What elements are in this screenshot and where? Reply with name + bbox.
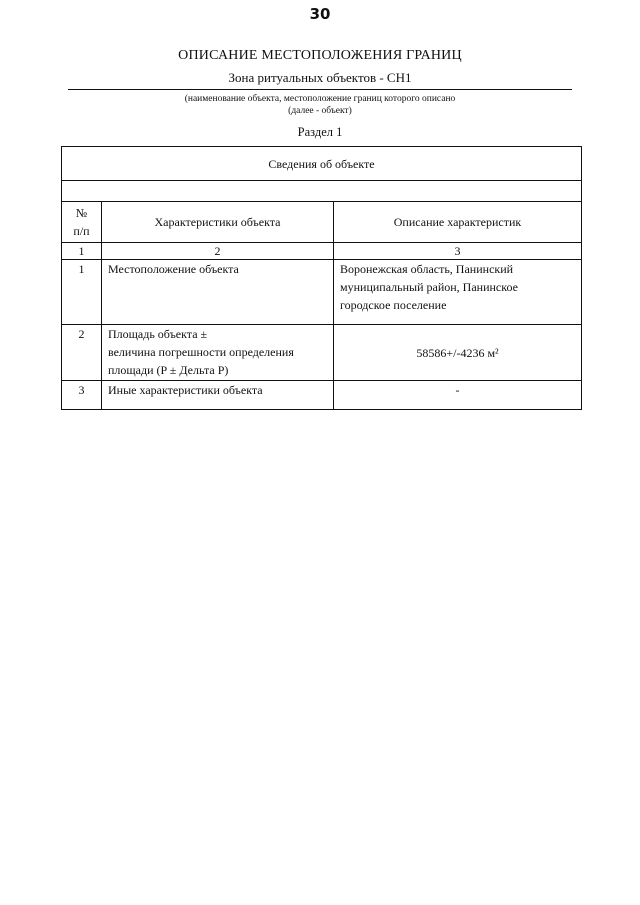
caption-line-1: (наименование объекта, местоположение границ которого описано [184,94,456,104]
col-number-label: № [75,206,88,220]
table-row [62,260,582,325]
row-description: 58586+/-4236 м² [334,325,582,381]
section-heading: Раздел 1 [297,125,343,139]
title-underline [68,89,572,90]
characteristic-line: площади (P ± Дельта P) [108,363,229,377]
column-index-row [62,243,582,260]
row-description: - [334,381,582,410]
characteristic-line: величина погрешности определения [108,345,294,359]
col-index-2: 2 [102,243,334,260]
table-row [62,325,582,381]
description-line: Воронежская область, Панинский [340,262,514,276]
col-description-header: Описание характеристик [334,202,582,243]
row-characteristic: Иные характеристики объекта [102,381,334,410]
col-characteristics-header: Характеристики объекта [102,202,334,243]
object-info-table [61,146,582,410]
empty-row [62,181,582,202]
characteristic-line: Площадь объекта ± [108,327,208,341]
row-number: 2 [62,325,102,381]
col-index-1: 1 [62,243,102,260]
description-line: городское поселение [340,298,447,312]
caption-line-2: (далее - объект) [288,106,352,116]
column-header-row [62,202,582,243]
document-title: ОПИСАНИЕ МЕСТОПОЛОЖЕНИЯ ГРАНИЦ [178,48,462,63]
table-header: Сведения об объекте [62,147,582,181]
page-number: 30 [309,5,331,23]
description-line: муниципальный район, Панинское [340,280,518,294]
table-row [62,381,582,410]
col-number-sublabel: п/п [73,224,90,238]
col-index-3: 3 [334,243,582,260]
row-characteristic [102,325,334,381]
col-number-header [62,202,102,243]
row-characteristic: Местоположение объекта [102,260,334,325]
row-number: 3 [62,381,102,410]
object-caption [0,93,640,117]
row-number: 1 [62,260,102,325]
document-subtitle: Зона ритуальных объектов - СН1 [228,70,412,85]
row-description [334,260,582,325]
